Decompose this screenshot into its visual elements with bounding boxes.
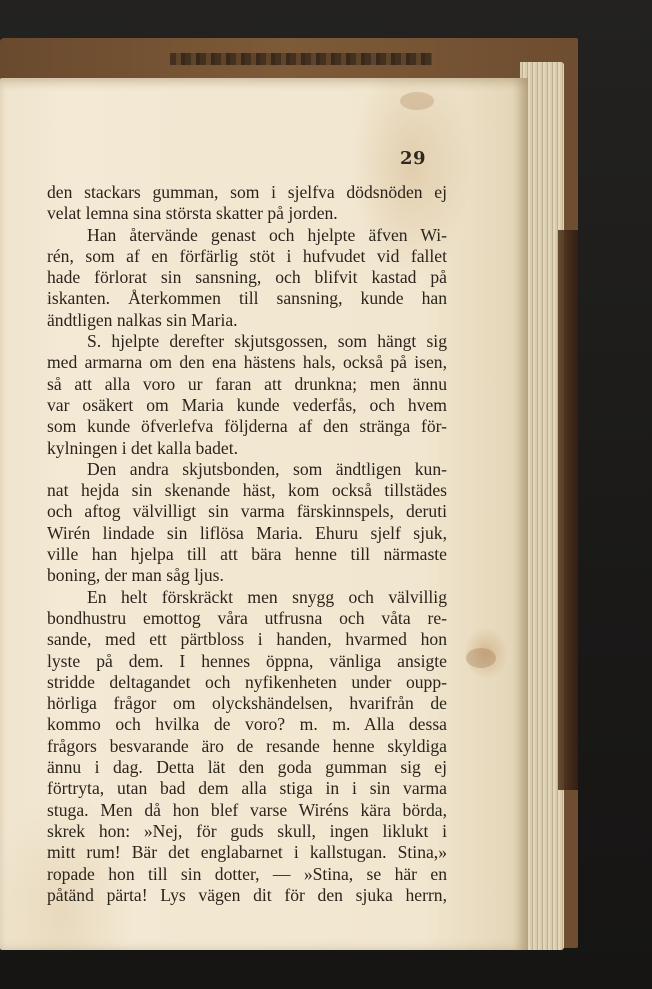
text-line: med armarna om den ena hästens hals, också på isen, bbox=[47, 352, 447, 373]
text-line: velat lemna sina största skatter på jorden. bbox=[47, 203, 338, 224]
text-line: hade förlorat sin sansning, och blifvit kastad på bbox=[47, 267, 447, 288]
text-line: rén, som af en förfärlig stöt i hufvudet vid fallet bbox=[47, 245, 447, 266]
text-line: stridde deltagandet och nyfikenheten under oupp- bbox=[47, 671, 447, 692]
text-line: förtryta, utan bad dem alla stiga in i sin varma bbox=[47, 778, 447, 799]
text-line: Den andra skjutsbonden, som ändtligen kun- bbox=[87, 458, 447, 479]
text-line: kylningen i det kalla badet. bbox=[47, 437, 239, 458]
text-line: som kunde öfverlefva följderna af den stränga för- bbox=[47, 416, 447, 437]
text-line: skrek hon: »Nej, för guds skull, ingen liklukt i bbox=[47, 820, 447, 841]
binding-band bbox=[170, 53, 432, 65]
text-line: Han återvände genast och hjelpte äfven Wi- bbox=[87, 224, 447, 245]
text-line: iskanten. Återkommen till sansning, kunde han bbox=[47, 288, 447, 309]
text-line: ändtligen nalkas sin Maria. bbox=[47, 309, 238, 330]
text-line: var osäkert om Maria kunde vederfås, och hvem bbox=[47, 394, 447, 415]
text-line: Wirén lindade sin liflösa Maria. Ehuru sjelf sjuk, bbox=[47, 522, 447, 543]
text-line: så att alla voro ur faran att drunkna; men ännu bbox=[47, 373, 447, 394]
text-line: lyste på dem. I hennes öppna, vänliga ansigte bbox=[47, 650, 447, 671]
text-line: bondhustru emottog våra utfrusna och våta re- bbox=[47, 607, 447, 628]
text-line: boning, der man såg ljus. bbox=[47, 565, 224, 586]
text-line: den stackars gumman, som i sjelfva dödsnöden ej bbox=[47, 182, 447, 202]
stain bbox=[400, 92, 434, 110]
text-line: ropade hon till sin dotter, — »Stina, se här en bbox=[47, 863, 447, 884]
body-text bbox=[47, 182, 447, 906]
text-line: ännu i dag. Detta lät den goda gumman sig ej bbox=[47, 757, 447, 778]
stain bbox=[466, 648, 496, 668]
text-line: frågors besvarande äro de resande henne skyldiga bbox=[47, 735, 447, 756]
text-line: nat hejda sin skenande häst, kom också tillstädes bbox=[47, 480, 447, 501]
text-line: kommo och hvilka de voro? m. m. Alla dessa bbox=[47, 714, 447, 735]
book-page bbox=[0, 78, 528, 950]
text-line: sande, med ett pärtbloss i handen, hvarmed hon bbox=[47, 629, 447, 650]
text-line: S. hjelpte derefter skjutsgossen, som hängt sig bbox=[87, 331, 447, 352]
cover-edge bbox=[558, 230, 578, 790]
text-line: hörliga frågor om olyckshändelsen, hvarifrån de bbox=[47, 693, 447, 714]
text-line: En helt förskräckt men snygg och välvillig bbox=[87, 586, 447, 607]
text-line: och aftog välvilligt sin varma färskinnspels, deruti bbox=[47, 501, 447, 522]
text-line: stuga. Men då hon blef varse Wiréns kära börda, bbox=[47, 799, 447, 820]
text-line: mitt rum! Bär det englabarnet i kallstugan. Stina,» bbox=[47, 842, 447, 863]
text-line: påtänd pärta! Lys vägen dit för den sjuka herrn, bbox=[47, 884, 447, 905]
text-line: ville han hjelpa till att bära henne till närmaste bbox=[47, 544, 447, 565]
page-number: 29 bbox=[399, 148, 426, 169]
